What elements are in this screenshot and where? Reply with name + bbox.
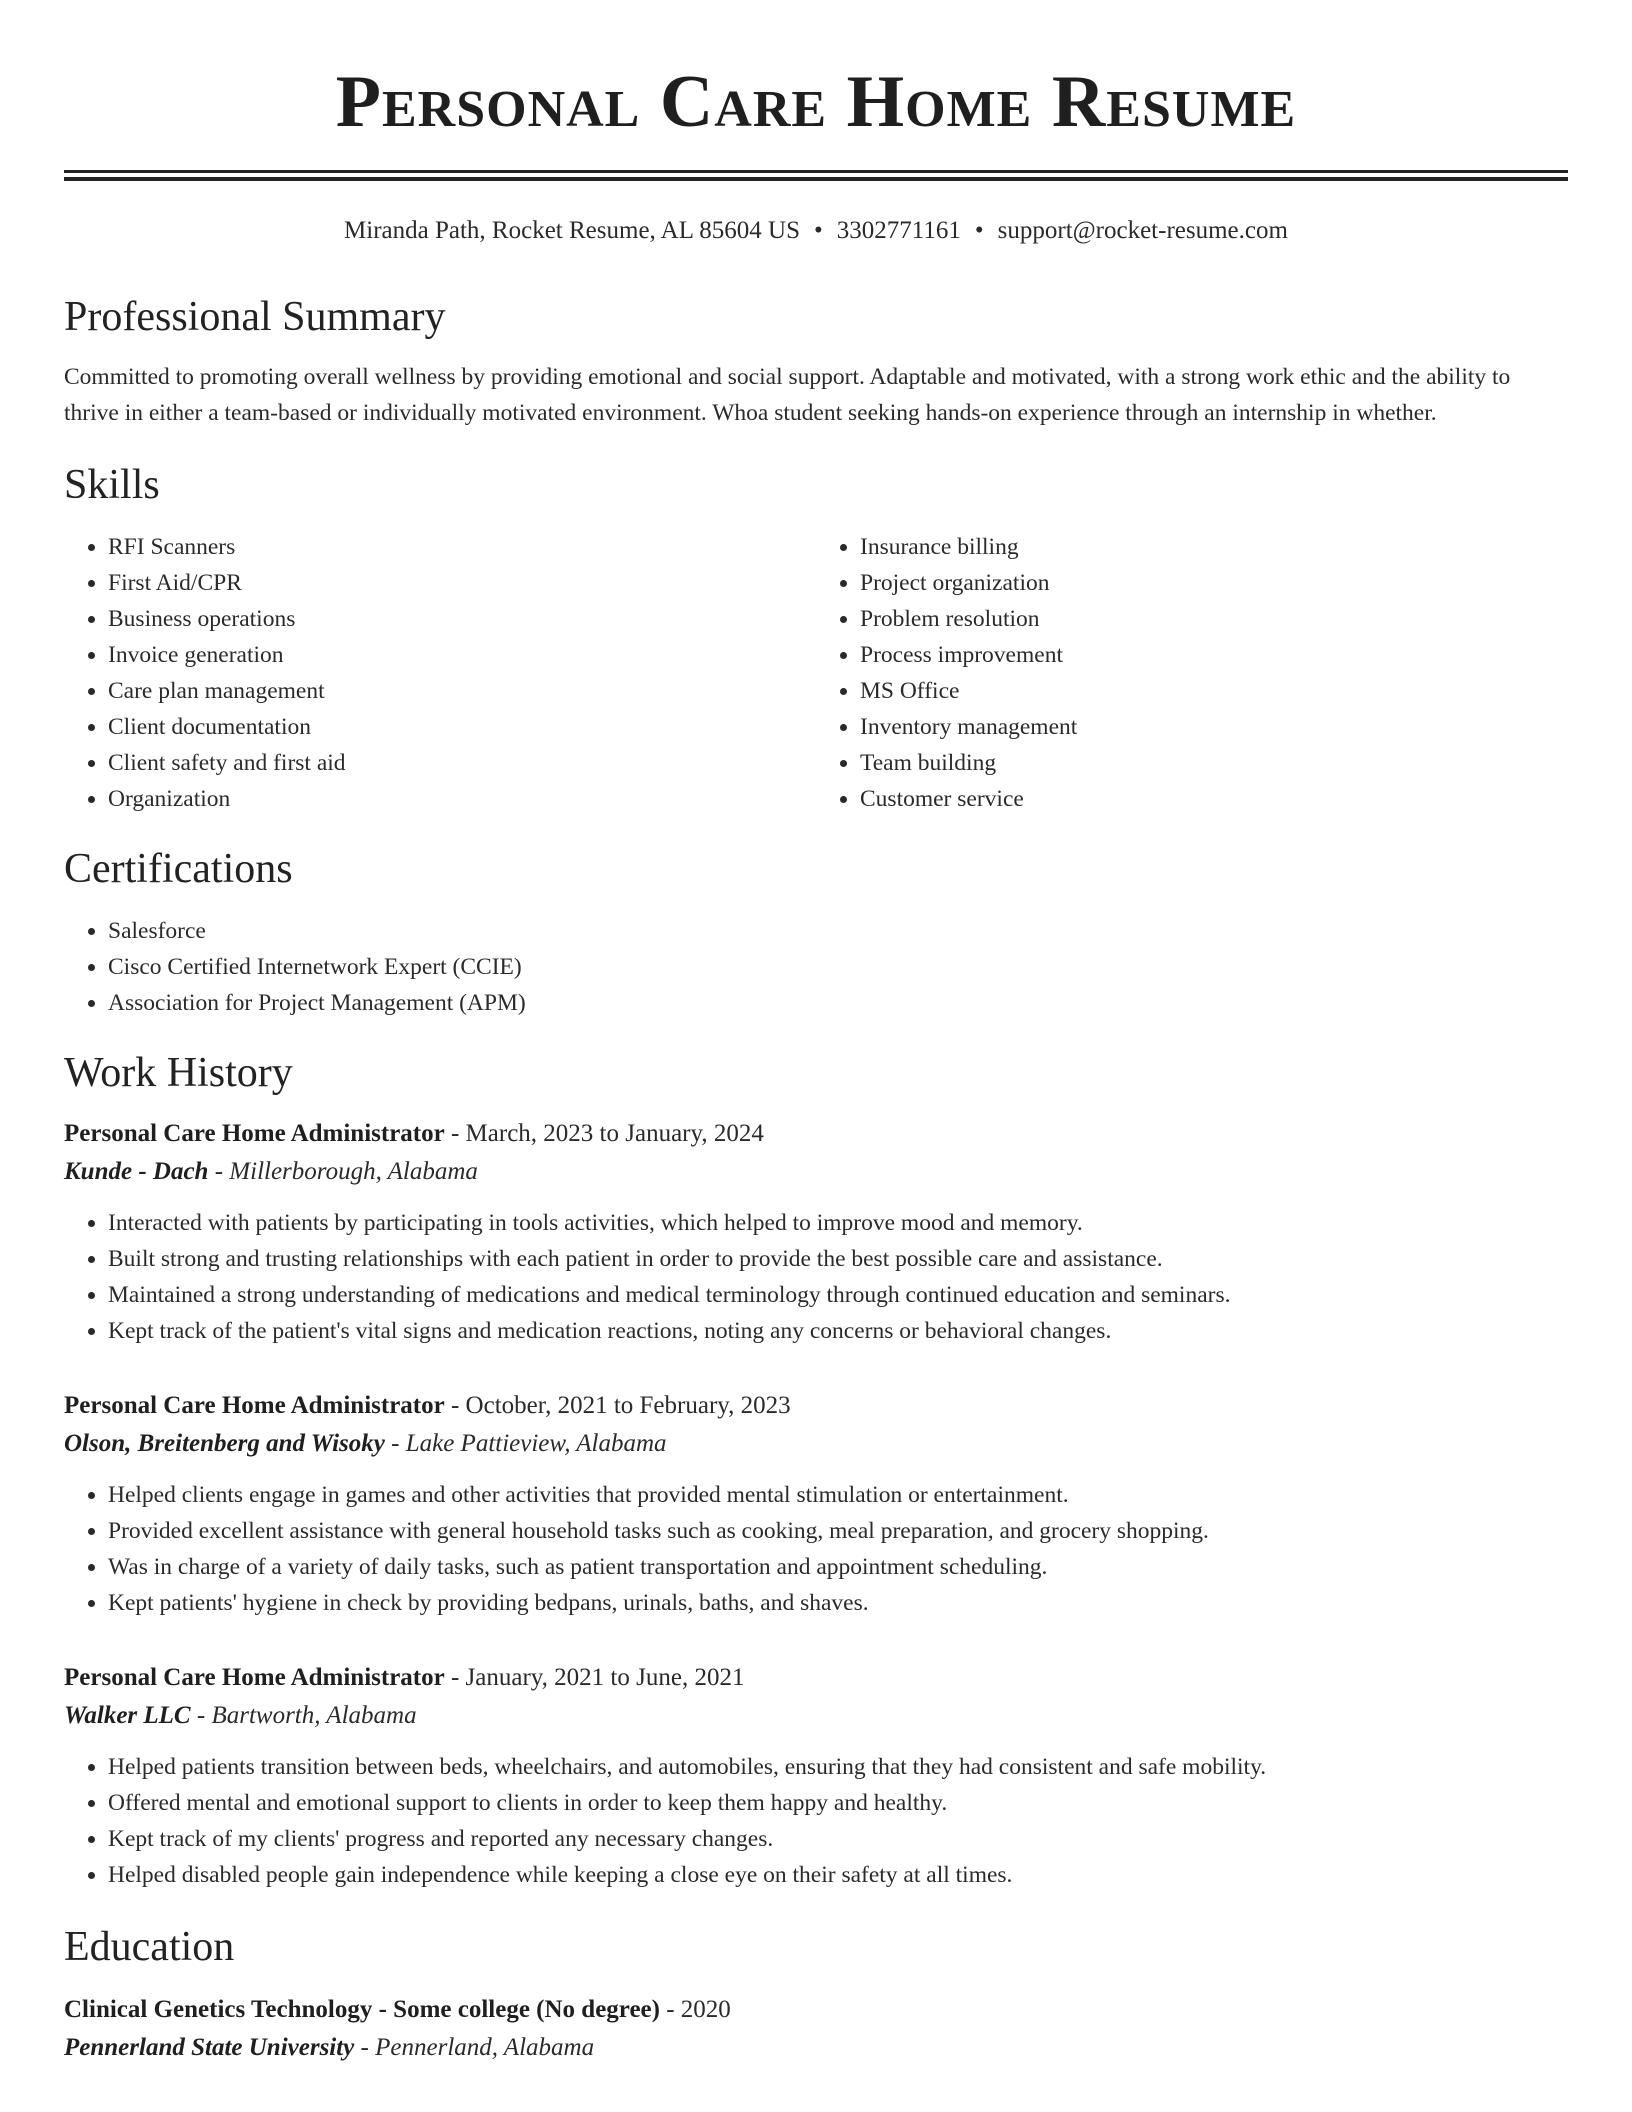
job-company: Kunde - Dach [64,1158,209,1185]
education-entry [64,1991,1568,2067]
skill-item: • Business operations [108,601,816,637]
job-title: Personal Care Home Administrator [64,1664,445,1691]
education-school: Pennerland State University [64,2034,355,2061]
skill-item: • Care plan management [108,673,816,709]
skill-item: • Organization [108,781,816,817]
skill-item: • Customer service [860,781,1568,817]
job-duty: • Kept track of the patient's vital signs and medication reactions, noting any concerns or behavioral changes. [108,1313,1568,1349]
contact-email: support@rocket-resume.com [997,217,1288,244]
skills-heading: Skills [64,462,160,508]
job-duties-list [64,1749,1568,1893]
job-duty: • Offered mental and emotional support to clients in order to keep them happy and healthy. [108,1785,1568,1821]
job-company-line [64,1697,1568,1735]
education-location: - Pennerland, Alabama [354,2034,595,2061]
contact-line [64,215,1568,247]
job-duty: • Helped disabled people gain independence while keeping a close eye on their safety at all times. [108,1857,1568,1893]
skill-item: • Inventory management [860,709,1568,745]
skills-section [64,459,1568,817]
job-duty: • Helped clients engage in games and other activities that provided mental stimulation or entertainment. [108,1477,1568,1513]
skills-list-right [816,529,1568,817]
summary-heading: Professional Summary [64,294,446,340]
job-duty: • Was in charge of a variety of daily tasks, such as patient transportation and appointment scheduling. [108,1549,1568,1585]
job-dates: - October, 2021 to February, 2023 [444,1392,791,1419]
job-entry [64,1659,1568,1893]
certifications-section [64,843,1568,1021]
job-entry [64,1387,1568,1621]
work-history-section [64,1047,1568,1893]
skill-item: • MS Office [860,673,1568,709]
skill-item: • Insurance billing [860,529,1568,565]
job-title-line [64,1387,1568,1425]
job-location: - Lake Pattieview, Alabama [384,1430,667,1457]
job-dates: - March, 2023 to January, 2024 [444,1120,764,1147]
certification-item: • Association for Project Management (APM) [108,985,1568,1021]
contact-address: Miranda Path, Rocket Resume, AL 85604 US [344,217,801,244]
skill-item: • Project organization [860,565,1568,601]
skill-item: • Process improvement [860,637,1568,673]
skill-item: • Problem resolution [860,601,1568,637]
job-entry [64,1115,1568,1349]
skill-item: • Team building [860,745,1568,781]
skill-item: • RFI Scanners [108,529,816,565]
education-degree: Clinical Genetics Technology - Some college (No degree) [64,1996,660,2023]
job-duty: • Interacted with patients by participating in tools activities, which helped to improve mood and memory. [108,1205,1568,1241]
job-duty: • Provided excellent assistance with general household tasks such as cooking, meal preparation, and grocery shopping. [108,1513,1568,1549]
resume-title: Personal Care Home Resume [335,61,1297,143]
summary-section [64,291,1568,431]
job-company-line [64,1153,1568,1191]
job-company-line [64,1425,1568,1463]
skill-item: • Client documentation [108,709,816,745]
job-duty: • Maintained a strong understanding of medications and medical terminology through continued education and seminars. [108,1277,1568,1313]
job-duties-list [64,1205,1568,1349]
job-company: Walker LLC [64,1702,191,1729]
education-section [64,1921,1568,2067]
skill-item: • Invoice generation [108,637,816,673]
job-location: - Millerborough, Alabama [208,1158,478,1185]
certifications-heading: Certifications [64,846,293,892]
job-location: - Bartworth, Alabama [190,1702,417,1729]
contact-phone: 3302771161 [836,217,961,244]
certification-item: • Cisco Certified Internetwork Expert (CCIE) [108,949,1568,985]
education-school-line [64,2029,1568,2067]
job-dates: - January, 2021 to June, 2021 [444,1664,745,1691]
contact-separator: • [814,217,823,244]
education-year: - 2020 [659,1996,731,2023]
title-divider [64,170,1568,181]
job-title: Personal Care Home Administrator [64,1392,445,1419]
summary-text: Committed to promoting overall wellness by providing emotional and social support. Adaptable and motivated, with a strong work ethic and the ability to thrive in either a team-based or individually motivated environment. Whoa student seeking hands-on experience through an internship in whether. [64,364,1511,426]
job-duty: • Kept patients' hygiene in check by providing bedpans, urinals, baths, and shaves. [108,1585,1568,1621]
skills-list-left [64,529,816,817]
certifications-list [64,913,1568,1021]
skill-item: • Client safety and first aid [108,745,816,781]
skills-columns [64,529,1568,817]
education-heading: Education [64,1924,235,1970]
contact-separator: • [974,217,984,244]
skill-item: • First Aid/CPR [108,565,816,601]
job-title-line [64,1659,1568,1697]
job-title-line [64,1115,1568,1153]
job-duty: • Helped patients transition between beds, wheelchairs, and automobiles, ensuring that they had consistent and safe mobility. [108,1749,1568,1785]
job-duties-list [64,1477,1568,1621]
certification-item: • Salesforce [108,913,1568,949]
job-company: Olson, Breitenberg and Wisoky [64,1430,385,1457]
work-history-heading: Work History [64,1050,293,1096]
job-duty: • Built strong and trusting relationships with each patient in order to provide the best possible care and assistance. [108,1241,1568,1277]
education-degree-line [64,1991,1568,2029]
job-duty: • Kept track of my clients' progress and reported any necessary changes. [108,1821,1568,1857]
job-title: Personal Care Home Administrator [64,1120,445,1147]
